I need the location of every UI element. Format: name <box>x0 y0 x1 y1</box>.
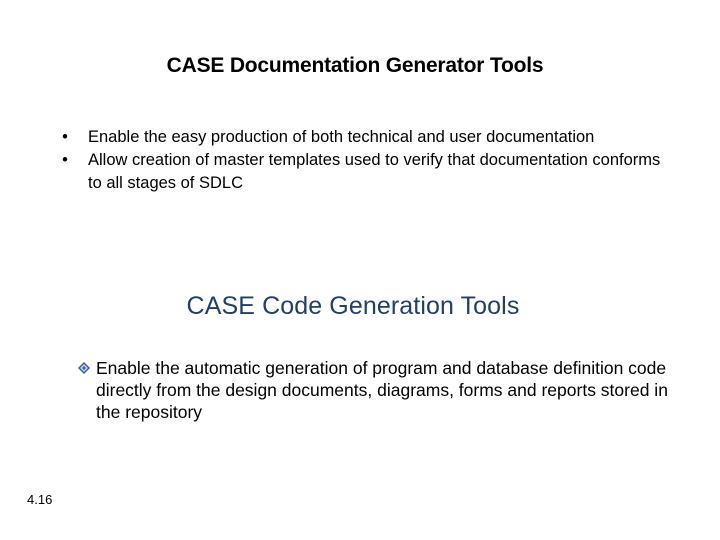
bullet-dot-icon: • <box>62 128 68 146</box>
slide-number: 4.16 <box>27 492 53 507</box>
bullet-dot-icon: • <box>62 151 68 169</box>
code-generation-title: CASE Code Generation Tools <box>186 292 520 320</box>
diamond-bullet-icon <box>78 362 90 374</box>
bullet-text: Enable the easy production of both technical and user documentation <box>88 128 595 146</box>
bullet-text: Enable the automatic generation of program and database definition code directly from the design documents, diagrams, forms and reports stored in the repository <box>96 358 668 422</box>
doc-generator-title: CASE Documentation Generator Tools <box>166 54 544 77</box>
bullet-text: Allow creation of master templates used to verify that documentation conforms to all stages of SDLC <box>88 151 661 192</box>
list-item <box>58 126 678 149</box>
list-item <box>58 149 678 195</box>
code-generation-bullet-list <box>78 357 678 423</box>
doc-generator-bullet-list <box>58 126 678 195</box>
list-item <box>78 357 678 423</box>
